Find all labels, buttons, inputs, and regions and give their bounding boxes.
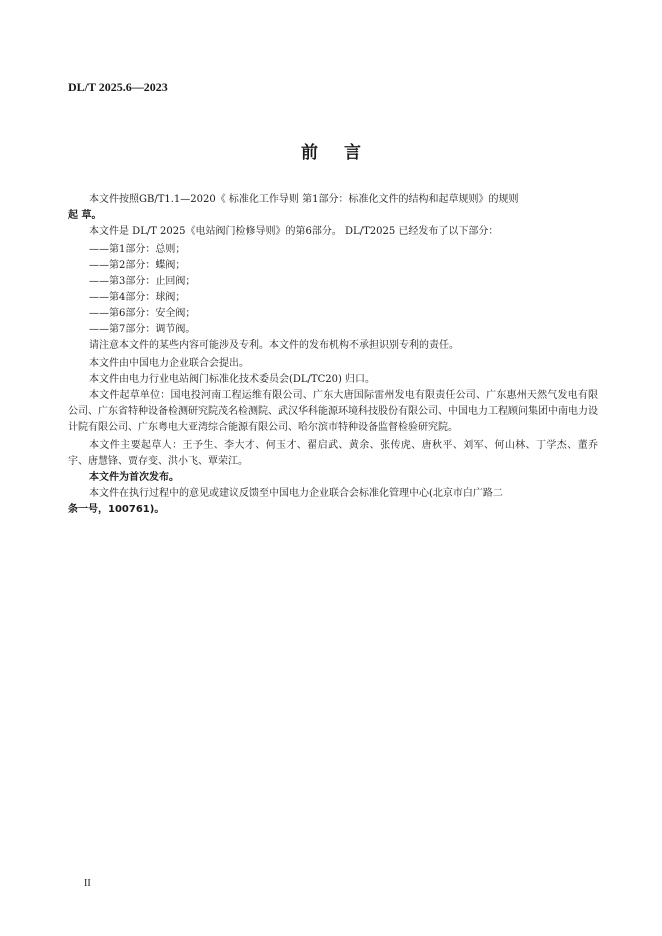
drafters-paragraph: 本文件主要起草人：王予生、李大才、何玉才、翟启武、黄余、张传虎、唐秋平、刘军、何山林、丁学杰、董乔宇、唐慧锋、贾存变、洪小飞、覃荣江。	[68, 440, 598, 467]
managed-by-paragraph: 本文件由电力行业电站阀门标准化技术委员会(DL/TC20) 归口。	[89, 374, 376, 385]
standard-code: DL/T 2025.6—2023	[68, 80, 168, 94]
list-item: ——第3部分：止回阀；	[89, 276, 196, 287]
list-item: ——第7部分：调节阀。	[89, 324, 196, 335]
parts-list	[68, 242, 598, 338]
list-item: ——第4部分：球阀；	[89, 292, 186, 303]
drafting-units-paragraph: 本文件起草单位：国电投河南工程运维有限公司、广东大唐国际雷州发电有限责任公司、广东惠州天然气发电有限公司、广东省特种设备检测研究院茂名检测院、武汉华科能源环境科技股份有限公司、中国电力工程顾问集团中南电力设计院有限公司、广东粤电大亚湾综合能源有限公司、哈尔滨市特种设备监督检验研究院。	[68, 390, 598, 433]
drafting-rule-text: 本文件按照GB/T1.1—2020《 标准化工作导则 第1部分：标准化文件的结构和起草规则》的规则	[89, 194, 519, 205]
list-item: ——第1部分：总则；	[89, 244, 186, 255]
list-item: ——第6部分：安全阀；	[89, 308, 196, 319]
feedback-end: 条一号，100761)。	[68, 504, 165, 515]
foreword-body	[68, 192, 598, 518]
first-release-paragraph: 本文件为首次发布。	[89, 472, 179, 483]
feedback-paragraph: 本文件在执行过程中的意见或建议反馈至中国电力企业联合会标准化管理中心(北京市白广路二	[89, 488, 503, 499]
list-item: ——第2部分：蝶阀；	[89, 260, 186, 271]
page-title: 前言	[301, 143, 387, 163]
page-number: II	[84, 878, 91, 889]
proposed-by-paragraph: 本文件由中国电力企业联合会提出。	[89, 358, 249, 369]
series-intro-paragraph: 本文件是 DL/T 2025《电站阀门检修导则》的第6部分。 DL/T2025 已经发布了以下部分：	[89, 226, 499, 237]
patent-notice-paragraph: 请注意本文件的某些内容可能涉及专利。本文件的发布机构不承担识别专利的责任。	[89, 340, 459, 351]
drafting-rule-end: 起 草。	[68, 210, 102, 221]
drafting-rule-paragraph	[68, 192, 598, 208]
